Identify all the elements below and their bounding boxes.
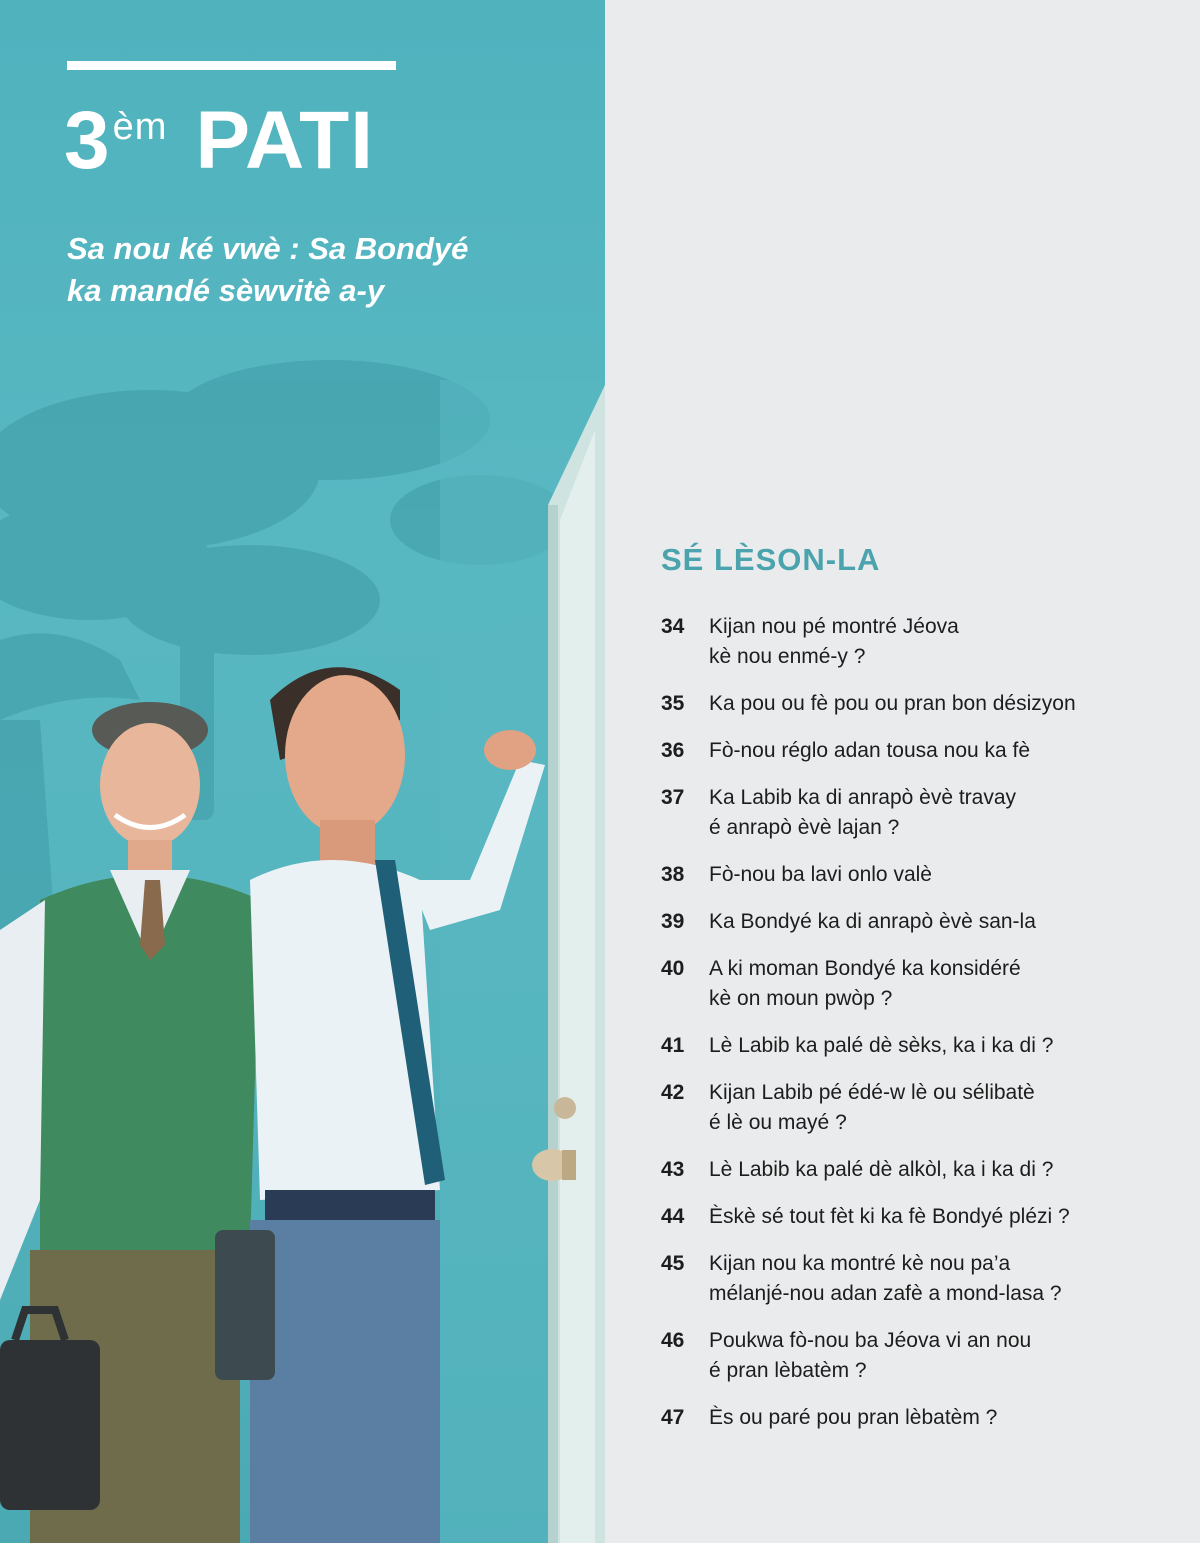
lesson-item-35[interactable] bbox=[661, 689, 1181, 719]
lesson-item-45[interactable] bbox=[661, 1249, 1181, 1309]
lesson-title-line: é pran lèbatèm ? bbox=[709, 1359, 867, 1382]
lesson-title-line: kè nou enmé-y ? bbox=[709, 645, 866, 668]
lesson-title bbox=[709, 954, 1021, 1014]
lesson-item-39[interactable] bbox=[661, 907, 1181, 937]
part-number: 3 bbox=[64, 95, 111, 186]
lesson-number: 38 bbox=[661, 863, 685, 886]
lesson-title-line: é lè ou mayé ? bbox=[709, 1111, 847, 1134]
title-rule bbox=[67, 61, 396, 70]
lesson-item-43[interactable] bbox=[661, 1155, 1181, 1185]
lesson-title-line: Kijan nou pé montré Jéova bbox=[709, 615, 959, 638]
lesson-title-line: Ka Bondyé ka di anrapò èvè san-la bbox=[709, 910, 1036, 933]
part-subtitle bbox=[67, 228, 527, 312]
part-title bbox=[64, 95, 375, 186]
lesson-list-heading: SÉ LÈSON-LA bbox=[661, 542, 881, 577]
lesson-title bbox=[709, 907, 1036, 937]
lesson-title-line: Kijan Labib pé édé-w lè ou sélibatè bbox=[709, 1081, 1035, 1104]
lesson-item-36[interactable] bbox=[661, 736, 1181, 766]
lesson-item-47[interactable] bbox=[661, 1403, 1181, 1433]
lesson-number: 35 bbox=[661, 692, 685, 715]
lesson-title-line: Kijan nou ka montré kè nou pa’a bbox=[709, 1252, 1011, 1275]
lesson-number: 40 bbox=[661, 957, 685, 980]
lesson-title-line: Èskè sé tout fèt ki ka fè Bondyé plézi ? bbox=[709, 1205, 1070, 1228]
lesson-title bbox=[709, 1326, 1031, 1386]
lesson-title bbox=[709, 1403, 997, 1433]
part-number-suffix: èm bbox=[112, 106, 168, 148]
lesson-item-46[interactable] bbox=[661, 1326, 1181, 1386]
lesson-title bbox=[709, 736, 1030, 766]
lesson-title bbox=[709, 1202, 1070, 1232]
lesson-title-line: é anrapò èvè lajan ? bbox=[709, 816, 900, 839]
lesson-title-line: Fò-nou ba lavi onlo valè bbox=[709, 863, 932, 886]
lesson-item-34[interactable] bbox=[661, 612, 1181, 672]
lesson-title-line: kè on moun pwòp ? bbox=[709, 987, 893, 1010]
lesson-title bbox=[709, 689, 1076, 719]
lesson-list bbox=[661, 612, 1181, 1450]
lesson-title bbox=[709, 783, 1016, 843]
lesson-title bbox=[709, 860, 932, 890]
lesson-item-42[interactable] bbox=[661, 1078, 1181, 1138]
lesson-title-line: Ka pou ou fè pou ou pran bon désizyon bbox=[709, 692, 1076, 715]
lesson-title-line: Ès ou paré pou pran lèbatèm ? bbox=[709, 1406, 998, 1429]
lesson-title-line: Lè Labib ka palé dè alkòl, ka i ka di ? bbox=[709, 1158, 1054, 1181]
lesson-title-line: A ki moman Bondyé ka konsidéré bbox=[709, 957, 1021, 980]
lesson-number: 41 bbox=[661, 1034, 685, 1057]
lesson-item-37[interactable] bbox=[661, 783, 1181, 843]
subtitle-line: Sa nou ké vwè : Sa Bondyé bbox=[67, 231, 469, 266]
lesson-number: 43 bbox=[661, 1158, 685, 1181]
part-label: PATI bbox=[195, 95, 375, 186]
lesson-title-line: mélanjé-nou adan zafè a mond-lasa ? bbox=[709, 1282, 1062, 1305]
lesson-title-line: Lè Labib ka palé dè sèks, ka i ka di ? bbox=[709, 1034, 1054, 1057]
lesson-title bbox=[709, 612, 959, 672]
lesson-number: 36 bbox=[661, 739, 685, 762]
lesson-item-44[interactable] bbox=[661, 1202, 1181, 1232]
lesson-item-38[interactable] bbox=[661, 860, 1181, 890]
lesson-number: 46 bbox=[661, 1329, 685, 1352]
lesson-number: 42 bbox=[661, 1081, 685, 1104]
lesson-title bbox=[709, 1155, 1053, 1185]
lesson-number: 45 bbox=[661, 1252, 685, 1275]
lesson-number: 44 bbox=[661, 1205, 685, 1228]
lesson-number: 39 bbox=[661, 910, 685, 933]
lesson-title-line: Poukwa fò-nou ba Jéova vi an nou bbox=[709, 1329, 1032, 1352]
lesson-number: 34 bbox=[661, 615, 685, 638]
lesson-title bbox=[709, 1078, 1035, 1138]
lesson-title-line: Ka Labib ka di anrapò èvè travay bbox=[709, 786, 1017, 809]
lesson-title bbox=[709, 1031, 1053, 1061]
lesson-item-40[interactable] bbox=[661, 954, 1181, 1014]
subtitle-line: ka mandé sèwvitè a-y bbox=[67, 273, 385, 308]
lesson-number: 37 bbox=[661, 786, 685, 809]
lesson-item-41[interactable] bbox=[661, 1031, 1181, 1061]
lesson-title-line: Fò-nou réglo adan tousa nou ka fè bbox=[709, 739, 1031, 762]
lesson-title bbox=[709, 1249, 1062, 1309]
lesson-number: 47 bbox=[661, 1406, 685, 1429]
